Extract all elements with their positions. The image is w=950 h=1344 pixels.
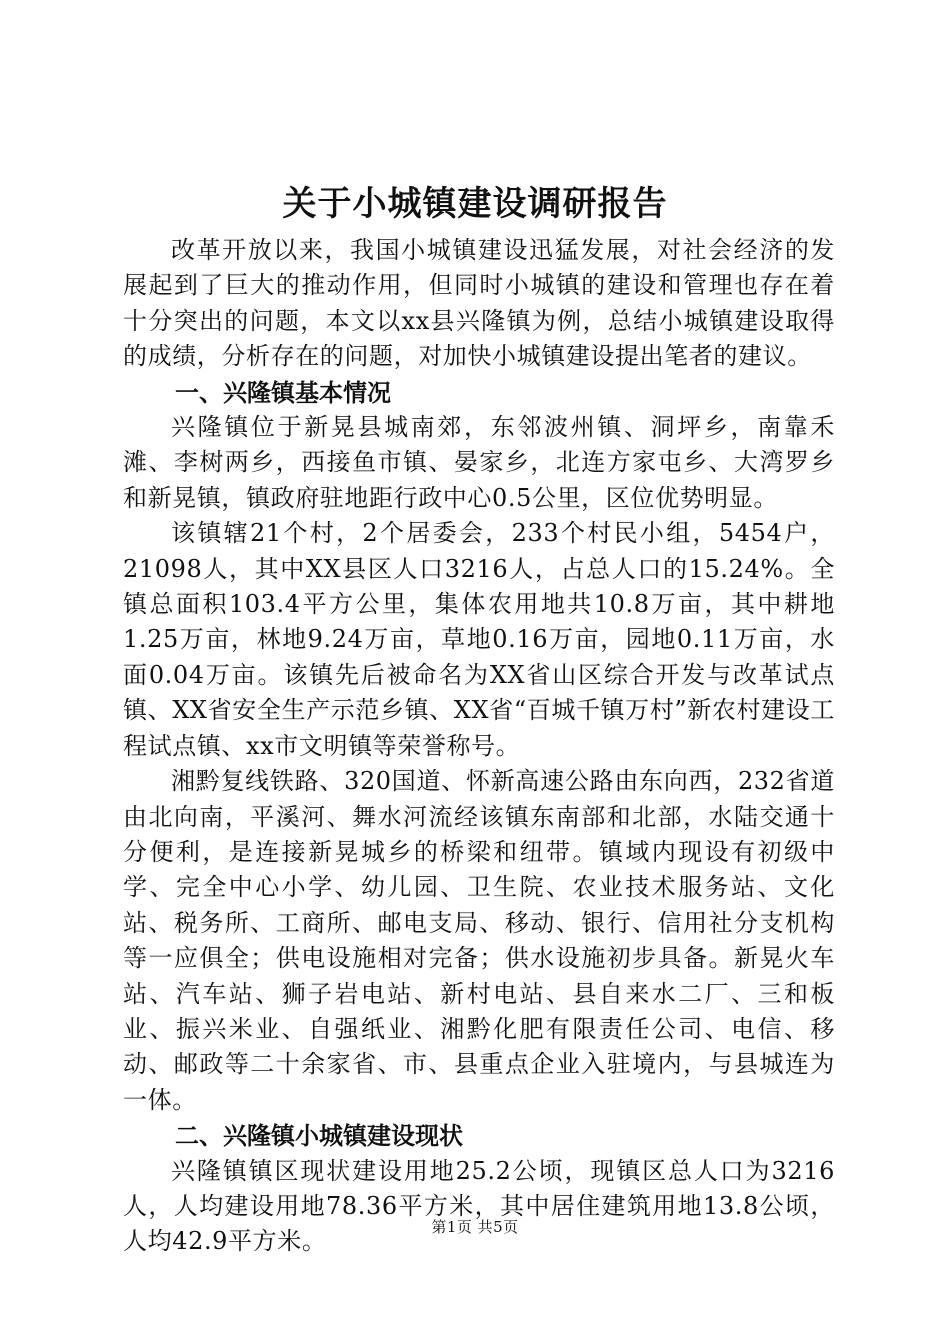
population-paragraph: 该镇辖21个村，2个居委会，233个村民小组，5454户，21098人，其中XX县区人口3216人，占总人口的15.24%。全镇总面积103.4平方公里，集体农用地共10.8万亩，其中耕地1.25万亩，林地9.24万亩，草地0.16万亩，园地0.11万亩，水面0.04万亩。该镇先后被命名为XX省山区综合开发与改革试点镇、XX省安全生产示范乡镇、XX省“百城千镇万村”新农村建设工程试点镇、xx市文明镇等荣誉称号。 xyxy=(123,519,835,760)
section-heading-current-status: 二、兴隆镇小城镇建设现状 xyxy=(175,1121,463,1151)
location-paragraph: 兴隆镇位于新晃县城南郊，东邻波州镇、洞坪乡，南靠禾滩、李树两乡，西接鱼市镇、晏家乡，北连方家屯乡、大湾罗乡和新晃镇，镇政府驻地距行政中心0.5公里，区位优势明显。 xyxy=(123,413,835,512)
section-heading-basic-info: 一、兴隆镇基本情况 xyxy=(175,377,391,407)
transport-paragraph: 湘黔复线铁路、320国道、怀新高速公路由东向西，232省道由北向南，平溪河、舞水河流经该镇东南部和北部，水陆交通十分便利，是连接新晃城乡的桥梁和纽带。镇域内现设有初级中学、完全中心小学、幼儿园、卫生院、农业技术服务站、文化站、税务所、工商所、邮电支局、移动、银行、信用社分支机构等一应俱全；供电设施相对完备；供水设施初步具备。新晃火车站、汽车站、狮子岩电站、新村电站、县自来水二厂、三和板业、振兴米业、自强纸业、湘黔化肥有限责任公司、电信、移动、邮政等二十余家省、市、县重点企业入驻境内，与县城连为一体。 xyxy=(123,767,835,1114)
land-use-paragraph: 兴隆镇镇区现状建设用地25.2公顷，现镇区总人口为3216人，人均建设用地78.36平方米，其中居住建筑用地13.8公顷，人均42.9平方米。 xyxy=(123,1156,835,1256)
page-number-footer: 第1页 共5页 xyxy=(431,1218,519,1236)
document-body xyxy=(123,233,835,1260)
intro-paragraph: 改革开放以来，我国小城镇建设迅猛发展，对社会经济的发展起到了巨大的推动作用，但同时小城镇的建设和管理也存在着十分突出的问题，本文以xx县兴隆镇为例，总结小城镇建设取得的成绩，分析存在的问题，对加快小城镇建设提出笔者的建议。 xyxy=(123,236,835,371)
document-title: 关于小城镇建设调研报告 xyxy=(282,184,668,224)
